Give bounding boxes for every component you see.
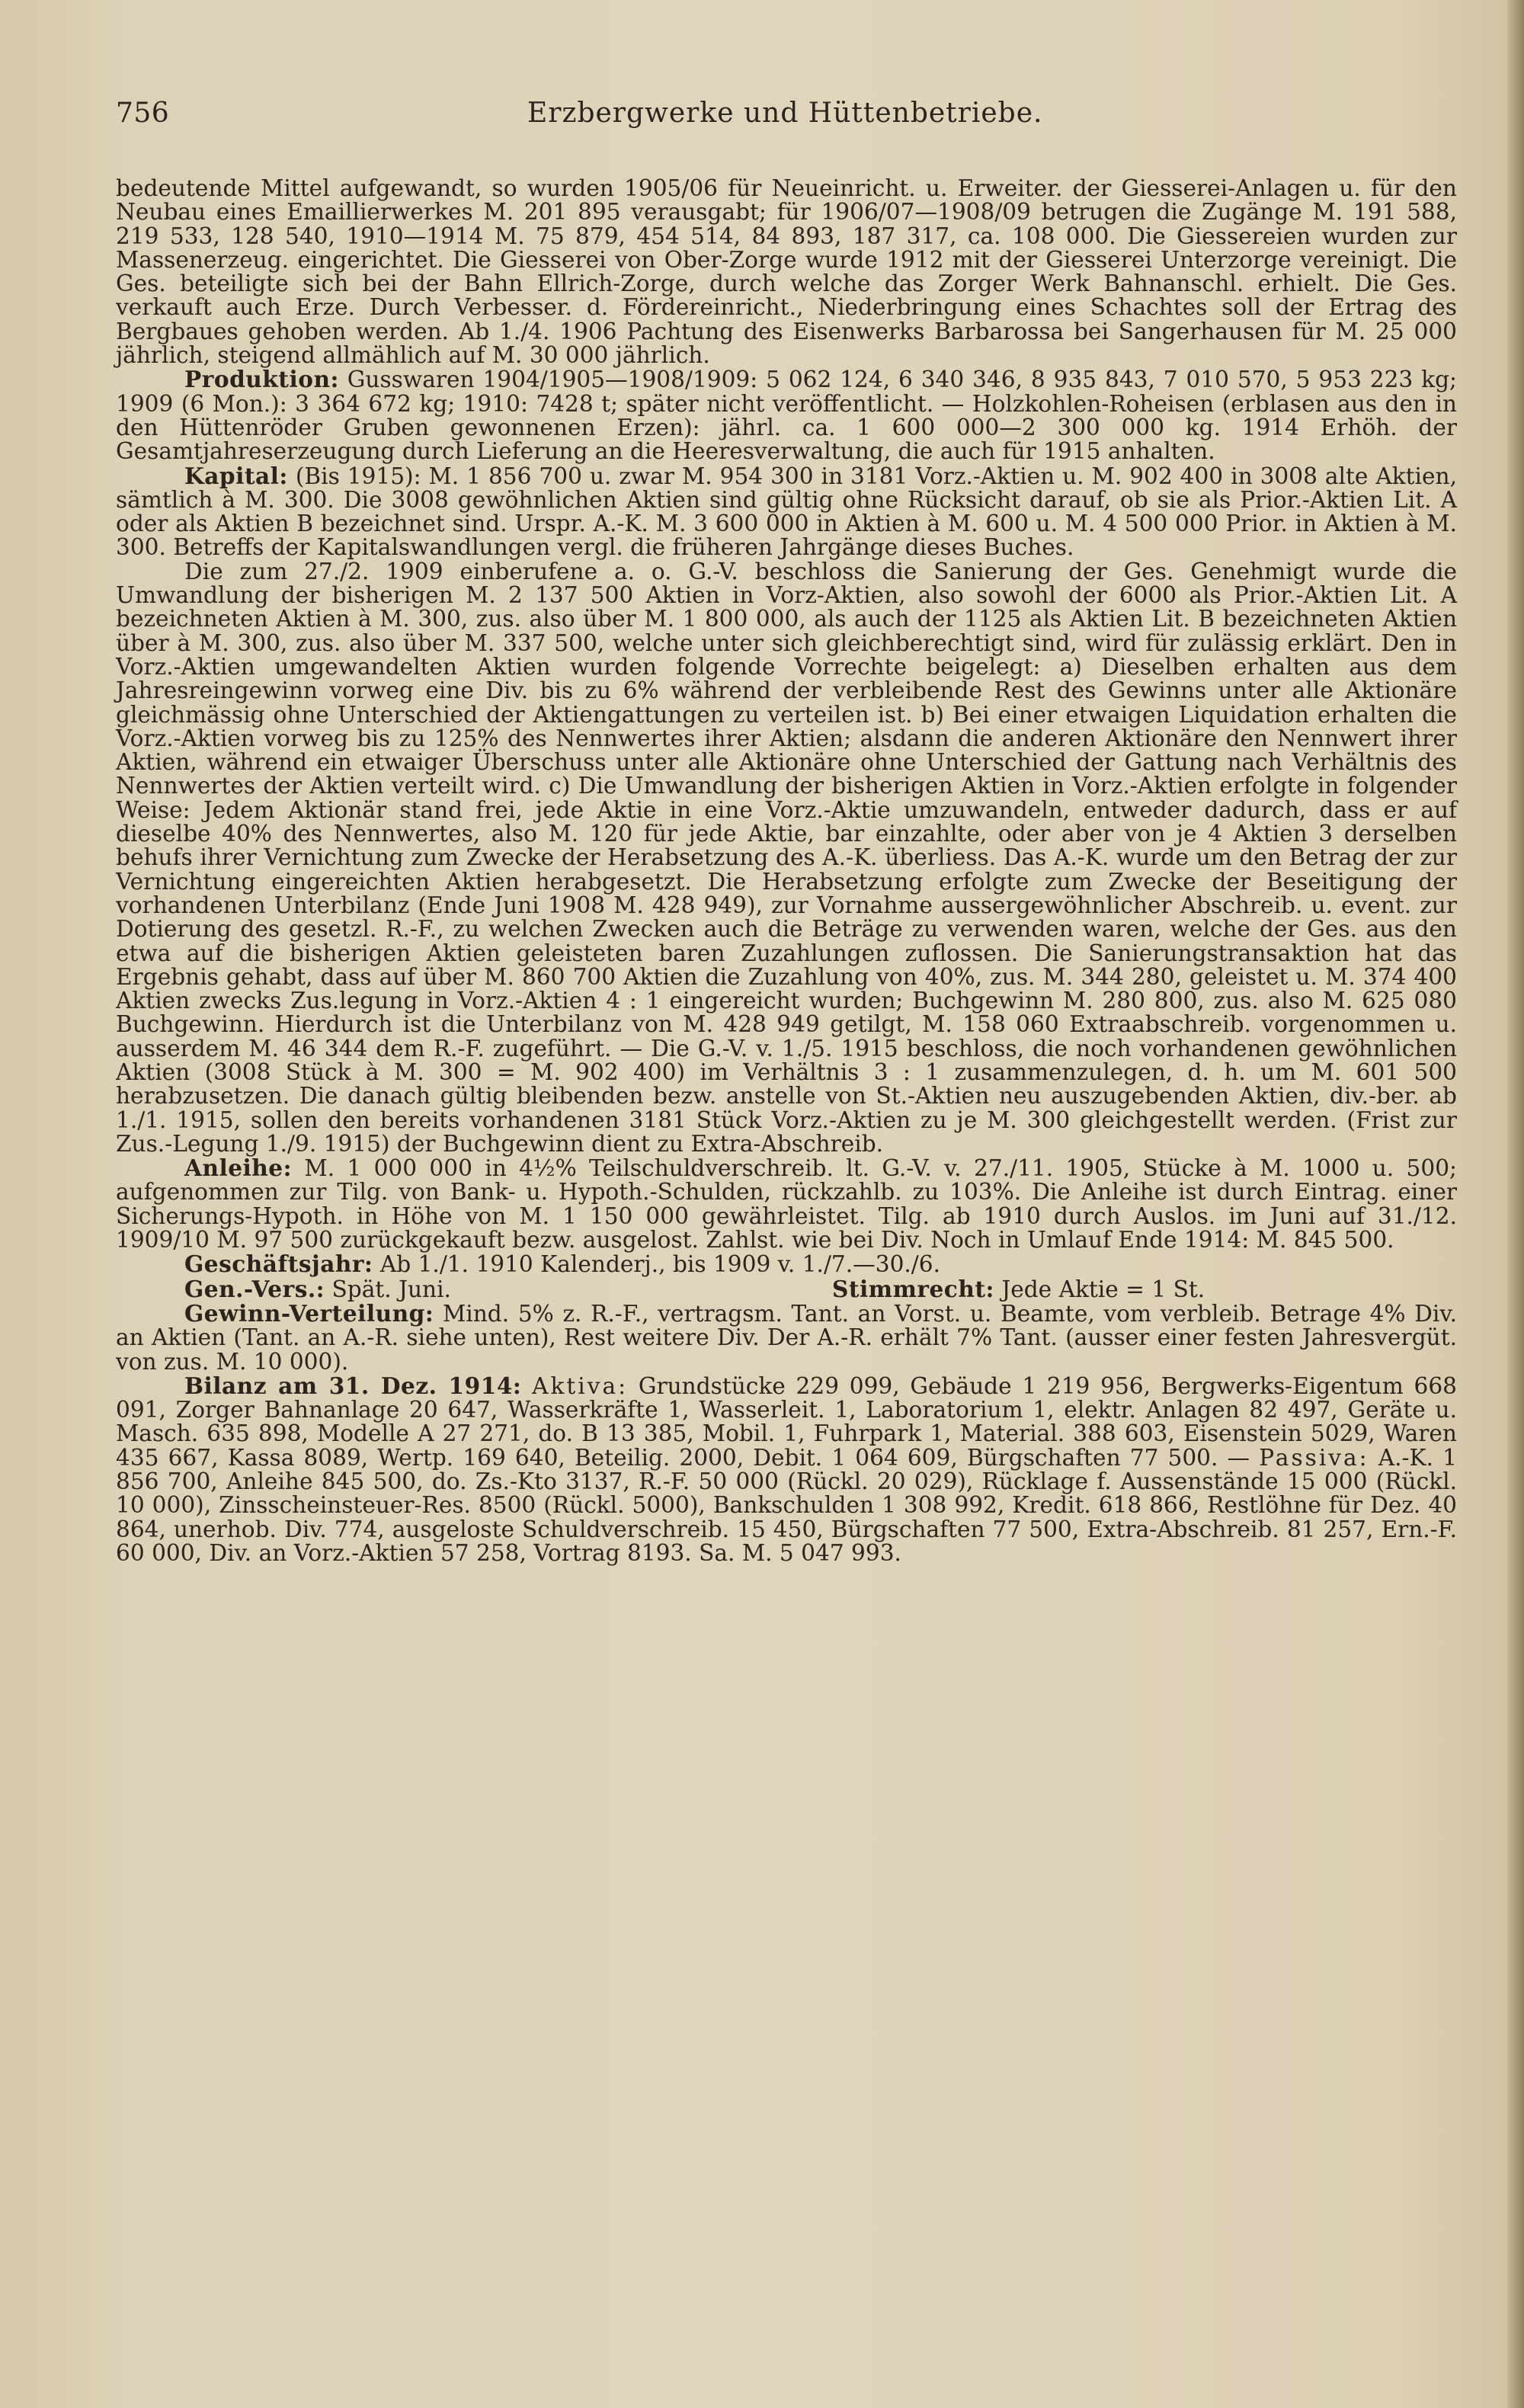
bilanz-heading: Bilanz am 31. Dez. 1914:: [184, 1372, 522, 1399]
gewinn-text: Mind. 5% z. R.-F., vertragsm. Tant. an Vorst. u. Beamte, vom verbleib. Betrage 4% Div. an Aktien (Tant. an A.-R. siehe unten), Rest weitere Div. Der A.-R. erhält 7% Tant. (ausser einer festen Jahresvergüt. von zus. M. 10 000).: [116, 1300, 1457, 1375]
anleihe-text: M. 1 000 000 in 4½% Teilschuldverschreib. lt. G.-V. v. 27./11. 1905, Stücke à M. 1000 u. 500; aufgenommen zur Tilg. von Bank- u. Hypoth.-Schulden, rückzahlb. zu 103%. Die Anleihe ist durch Eintrag. einer Sicherungs-Hypoth. in Höhe von M. 1 150 000 gewährleistet. Tilg. ab 1910 durch Auslos. im Juni auf 31./12. 1909/10 M. 97 500 zurückgekauft bezw. ausgelost. Zahlst. wie bei Div. Noch in Umlauf Ende 1914: M. 845 500.: [116, 1155, 1457, 1254]
geschaeftsjahr-heading: Geschäftsjahr:: [184, 1250, 373, 1278]
kapital-text: (Bis 1915): M. 1 856 700 u. zwar M. 954 300 in 3181 Vorz.-Aktien u. M. 902 400 in 3008 alte Aktien, sämtlich à M. 300. Die 3008 gewöhnlichen Aktien sind gültig ohne Rücksicht darauf, ob sie als Prior.-Aktien Lit. A oder als Aktien B bezeichnet sind. Urspr. A.-K. M. 3 600 000 in Aktien à M. 600 u. M. 4 500 000 Prior. in Aktien à M. 300. Betreffs der Kapitalswandlungen vergl. die früheren Jahrgänge dieses Buches.: [116, 463, 1457, 561]
page-edge: [1507, 0, 1524, 2408]
genvers-text: Spät. Juni.: [331, 1276, 451, 1302]
kapital-heading: Kapital:: [184, 462, 288, 489]
sanierung-paragraph: Die zum 27./2. 1909 einberufene a. o. G.-V. beschloss die Sanierung der Ges. Genehmigt wurde die Umwandlung der bisherigen M. 2 137 500 Aktien in Vorz-Aktien, also sowohl der 6000 als Prior.-Aktien Lit. A bezeichneten Aktien à M. 300, zus. also über M. 1 800 000, als auch der 1125 als Aktien Lit. B bezeichneten Aktien über à M. 300, zus. also über M. 337 500, welche unter sich gleichberechtigt sind, wird für zulässig erklärt. Den in Vorz.-Aktien umgewandelten Aktien wurden folgende Vorrechte beigelegt: a) Dieselben erhalten aus dem Jahresreingewinn vorweg eine Div. bis zu 6% während der verbleibende Rest des Gewinns unter alle Aktionäre gleichmässig ohne Unterschied der Aktiengattungen zu verteilen ist. b) Bei einer etwaigen Liquidation erhalten die Vorz.-Aktien vorweg bis zu 125% des Nennwertes ihrer Aktien; alsdann die anderen Aktionäre den Nennwert ihrer Aktien, während ein etwaiger Überschuss unter alle Aktionäre ohne Unterschied der Gattung nach Verhältnis des Nennwertes der Aktien verteilt wird. c) Die Umwandlung der bisherigen Aktien in Vorz.-Aktien erfolgte in folgender Weise: Jedem Aktionär stand frei, jede Aktie in eine Vorz.-Aktie umzuwandeln, entweder dadurch, dass er auf dieselbe 40% des Nennwertes, also M. 120 für jede Aktie, bar einzahlte, oder aber von je 4 Aktien 3 derselben behufs ihrer Vernichtung zum Zwecke der Herabsetzung des A.-K. überliess. Das A.-K. wurde um den Betrag der zur Vernichtung eingereichten Aktien herabgesetzt. Die Herabsetzung erfolgte zum Zwecke der Beseitigung der vorhandenen Unterbilanz (Ende Juni 1908 M. 428 949), zur Vornahme aussergewöhnlicher Abschreib. u. event. zur Dotierung des gesetzl. R.-F., zu welchen Zwecken auch die Beträge zu verwenden waren, welche der Ges. aus den etwa auf die bisherigen Aktien geleisteten baren Zuzahlungen zuflossen. Die Sanierungstransaktion hat das Ergebnis gehabt, dass auf über M. 860 700 Aktien die Zuzahlung von 40%, zus. M. 344 280, geleistet u. M. 374 400 Aktien zwecks Zus.legung in Vorz.-Aktien 4 : 1 eingereicht wurden; Buchgewinn M. 280 800, zus. also M. 625 080 Buchgewinn. Hierdurch ist die Unterbilanz von M. 428 949 getilgt, M. 158 060 Extraabschreib. vorgenommen u. ausserdem M. 46 344 dem R.-F. zugeführt. — Die G.-V. v. 1./5. 1915 beschloss, die noch vorhandenen gewöhnlichen Aktien (3008 Stück à M. 300 = M. 902 400) im Verhältnis 3 : 1 zusammenzulegen, d. h. um M. 601 500 herabzusetzen. Die danach gültig bleibenden bezw. anstelle von St.-Aktien neu auszugebenden Aktien, div.-ber. ab 1./1. 1915, sollen den bereits vorhandenen 3181 Stück Vorz.-Aktien zu je M. 300 gleichgestellt werden. (Frist zur Zus.-Legung 1./9. 1915) der Buchgewinn dient zu Extra-Abschreib.: [116, 558, 1457, 1157]
page-number: 756: [116, 98, 170, 129]
passiva-text: A.-K. 1 856 700, Anleihe 845 500, do. Zs.-Kto 3137, R.-F. 50 000 (Rückl. 20 029), Rücklage f. Aussenstände 15 000 (Rückl. 10 000), Zinsscheinsteuer-Res. 8500 (Rückl. 5000), Bankschulden 1 308 992, Kredit. 618 866, Restlöhne für Dez. 40 864, unerhob. Div. 774, ausgeloste Schuldverschreib. 15 450, Bürgschaften 77 500, Extra-Abschreib. 81 257, Ern.-F. 60 000, Div. an Vorz.-Aktien 57 258, Vortrag 8193. Sa. M. 5 047 993.: [116, 1444, 1457, 1566]
passiva-label: Passiva:: [1259, 1444, 1369, 1471]
intro-paragraph: bedeutende Mittel aufgewandt, so wurden 1905/06 für Neueinricht. u. Erweiter. der Giesserei-Anlagen u. für den Neubau eines Emaillierwerkes M. 201 895 verausgabt; für 1906/07—1908/09 betrugen die Zugänge M. 191 588, 219 533, 128 540, 1910—1914 M. 75 879, 454 514, 84 893, 187 317, ca. 108 000. Die Giessereien wurden zur Massenerzeug. eingerichtet. Die Giesserei von Ober-Zorge wurde 1912 mit der Giesserei Unterzorge vereinigt. Die Ges. beteiligte sich bei der Bahn Ellrich-Zorge, durch welche das Zorger Werk Bahnanschl. erhielt. Die Ges. verkauft auch Erze. Durch Verbesser. d. Fördereinricht., Niederbringung eines Schachtes soll der Ertrag des Bergbaues gehoben werden. Ab 1./4. 1906 Pachtung des Eisenwerks Barbarossa bei Sangerhausen für M. 25 000 jährlich, steigend allmählich auf M. 30 000 jährlich.: [116, 175, 1457, 369]
genvers-heading: Gen.-Vers.:: [184, 1275, 325, 1302]
kapital-paragraph: [116, 464, 1457, 560]
produktion-paragraph: [116, 367, 1457, 463]
aktiva-text: Grundstücke 229 099, Gebäude 1 219 956, Bergwerks-Eigentum 668 091, Zorger Bahnanlage 20 647, Wasserkräfte 1, Wasserleit. 1, Laboratorium 1, elektr. Anlagen 82 497, Geräte u. Masch. 635 898, Modelle A 27 271, do. B 13 385, Mobil. 1, Fuhrpark 1, Material. 388 603, Eisenstein 5029, Waren 435 667, Kassa 8089, Wertp. 169 640, Beteilig. 2000, Debit. 1 064 609, Bürgschaften 77 500. —: [116, 1372, 1457, 1471]
genvers-stimmrecht-paragraph: [116, 1277, 1457, 1302]
anleihe-paragraph: [116, 1156, 1457, 1252]
article-body: [116, 177, 1457, 2349]
geschaeftsjahr-text: Ab 1./1. 1910 Kalenderj., bis 1909 v. 1./7.—30./6.: [379, 1251, 941, 1278]
running-title: Erzbergwerke und Hüttenbetriebe.: [527, 98, 1043, 129]
produktion-heading: Produktion:: [184, 366, 339, 393]
stimmrecht-text: Jede Aktie = 1 St.: [1001, 1276, 1205, 1302]
page-header: [116, 98, 1457, 143]
gewinn-heading: Gewinn-Verteilung:: [184, 1299, 434, 1327]
aktiva-label: Aktiva:: [532, 1372, 629, 1399]
stimmrecht-heading: Stimmrecht:: [831, 1275, 994, 1302]
geschaeftsjahr-paragraph: [116, 1252, 1457, 1276]
gewinn-paragraph: [116, 1299, 1457, 1375]
anleihe-heading: Anleihe:: [184, 1154, 293, 1182]
produktion-text: Gusswaren 1904/1905—1908/1909: 5 062 124, 6 340 346, 8 935 843, 7 010 570, 5 953 223 kg; 1909 (6 Mon.): 3 364 672 kg; 1910: 7428 t; später nicht veröffentlicht. — Holzkohlen-Roheisen (erblasen aus den in den Hüttenröder Gruben gewonnenen Erzen): jährl. ca. 1 600 000—2 300 000 kg. 1914 Erhöh. der Gesamtjahreserzeugung durch Lieferung an die Heeresverwaltung, die auch für 1915 anhalten.: [116, 367, 1457, 465]
bilanz-paragraph: [116, 1374, 1457, 1565]
